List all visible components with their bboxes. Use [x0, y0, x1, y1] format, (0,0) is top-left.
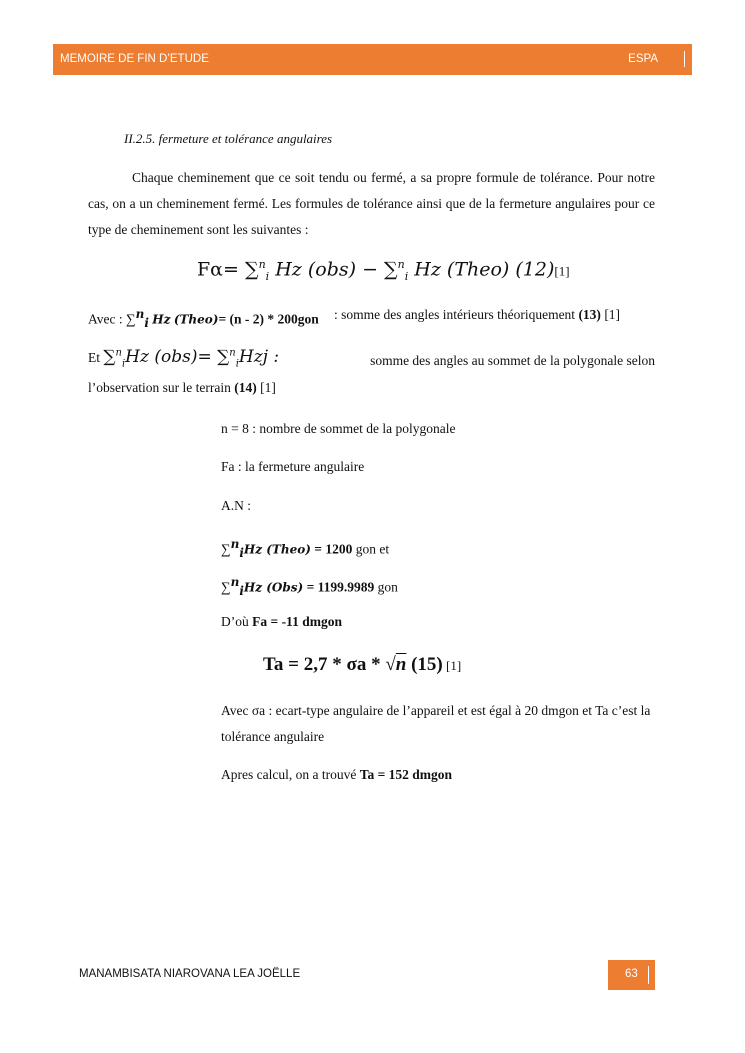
header-title: MEMOIRE DE FIN D’ETUDE — [60, 53, 209, 65]
page-header — [53, 44, 692, 75]
n-line: n = 8 : nombre de sommet de la polygonale — [221, 421, 456, 436]
et-rhs: Hzj : — [238, 347, 280, 367]
intro-paragraph: Chaque cheminement que ce soit tendu ou fermé, a sa propre formule de tolérance. Pour notre cas, on a un cheminement fermé. Les formules de tolérance ainsi que de la fermeture angulaires pour ce type de cheminement sont les suivantes : — [88, 170, 655, 237]
sum-sub-2: i — [404, 270, 409, 284]
sum-sup: n — [258, 258, 266, 271]
avec-prefix: Avec : — [88, 311, 126, 327]
ta-num: (15) — [406, 654, 443, 675]
ta-text: Ta = 2,7 * σa * — [263, 654, 386, 675]
et-sum: ∑ — [103, 347, 116, 367]
theo-line — [221, 537, 389, 560]
result-value: Ta = 152 dmgon — [359, 767, 453, 782]
result-line — [221, 767, 452, 783]
sum-sub: i — [265, 270, 270, 284]
avec-sum: ∑ — [125, 311, 136, 327]
formula-term-obs: Hz (obs) − — [275, 258, 385, 281]
footer-divider — [648, 966, 649, 984]
sqrt-n: n — [395, 654, 407, 675]
obs-expr: Hz (Obs) — [243, 580, 304, 595]
et-line — [88, 347, 655, 395]
sum-symbol-2: ∑ — [384, 258, 398, 281]
theo-unit: gon et — [352, 541, 390, 557]
tolerance-formula — [263, 654, 461, 676]
formula-term-theo: Hz (Theo) (12) — [414, 258, 555, 281]
et-sup-2: n — [229, 347, 236, 359]
an-line: A.N : — [221, 498, 251, 513]
avec-ref: [1] — [600, 307, 621, 322]
theo-sum: ∑ — [221, 541, 231, 557]
header-school: ESPA — [628, 53, 658, 65]
page-number: 63 — [625, 968, 638, 980]
ta-ref: [1] — [442, 658, 462, 673]
avec-sup: n — [135, 307, 145, 321]
theo-sub: i — [239, 546, 244, 561]
dou-value: Fa = -11 dmgon — [252, 614, 342, 629]
sum-symbol: ∑ — [244, 258, 259, 281]
sigma-paragraph: Avec σa : ecart-type angulaire de l’appareil et est égal à 20 dmgon et Ta c’est la tolérance angulaire — [221, 703, 651, 744]
et-num: (14) — [234, 380, 257, 395]
avec-hz: Hz — [152, 312, 171, 327]
result-prefix: Apres calcul, on a trouvé — [221, 767, 360, 782]
obs-unit: gon — [374, 579, 398, 595]
theo-expr: Hz (Theo) — [243, 542, 311, 557]
avec-line — [88, 307, 655, 330]
avec-eq: = (n - 2) * 200gon — [218, 311, 319, 327]
et-sup: n — [115, 347, 122, 359]
et-desc-2: l’observation sur le terrain — [88, 380, 235, 395]
et-sum-2: ∑ — [217, 347, 230, 367]
formula-ref: [1] — [554, 263, 570, 279]
footer-page-box — [608, 960, 655, 990]
theo-sup: n — [230, 537, 240, 551]
avec-sub: i — [144, 316, 149, 331]
et-sub: i — [121, 358, 126, 370]
et-sub-2: i — [235, 358, 239, 370]
fa-line: Fa : la fermeture angulaire — [221, 459, 365, 474]
et-formula — [103, 347, 280, 370]
section-title: II.2.5. fermeture et tolérance angulaires — [124, 131, 333, 146]
obs-sup: n — [230, 575, 240, 589]
obs-line — [221, 575, 398, 598]
avec-desc: : somme des angles intérieurs théoriquement — [334, 307, 579, 322]
et-prefix: Et — [88, 350, 104, 365]
dou-prefix: D’où — [221, 614, 253, 629]
avec-num: (13) — [578, 307, 601, 322]
footer-author: MANAMBISATA NIAROVANA LEA JOËLLE — [79, 968, 301, 980]
sum-sup-2: n — [397, 258, 405, 271]
header-divider — [684, 51, 685, 67]
closure-formula — [197, 258, 570, 283]
formula-lhs: Fα= — [197, 258, 245, 281]
et-desc-1: somme des angles au sommet de la polygonale selon — [370, 353, 655, 368]
avec-theo: (Theo) — [173, 312, 219, 327]
obs-sub: i — [239, 584, 244, 599]
sqrt-symbol: √ — [385, 654, 396, 675]
obs-sum: ∑ — [221, 579, 231, 595]
theo-eq: = 1200 — [310, 541, 353, 557]
obs-eq: = 1199.9989 — [303, 579, 375, 595]
et-ref: [1] — [256, 380, 276, 395]
dou-line — [221, 614, 342, 630]
et-lhs: Hz (obs)= — [125, 347, 218, 367]
